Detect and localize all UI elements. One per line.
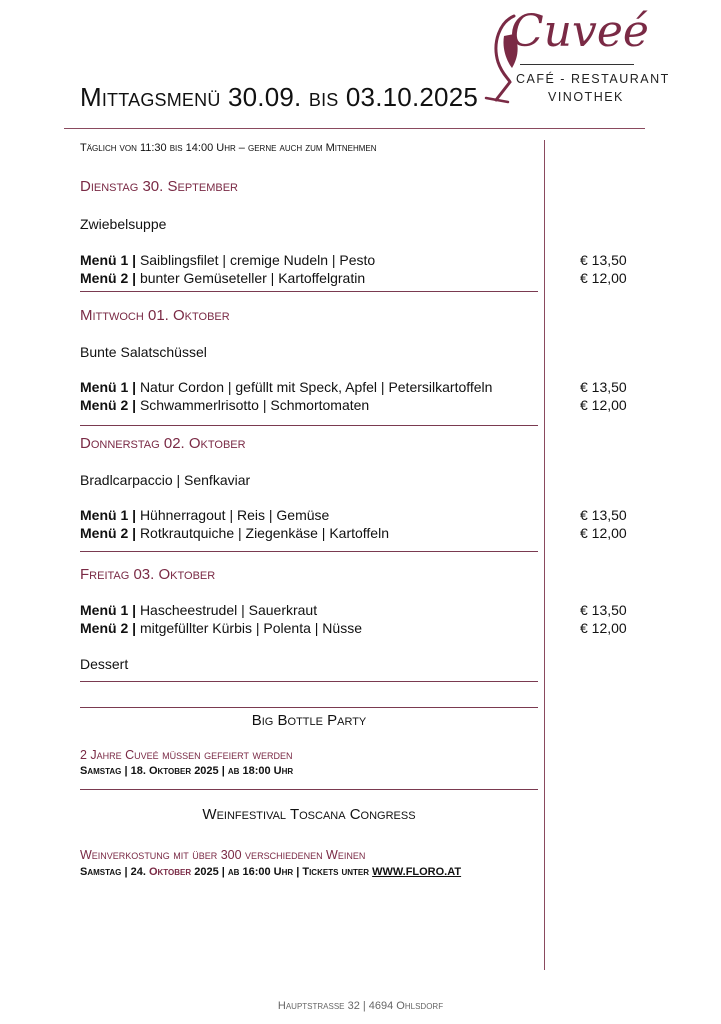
logo-line-1: CAFÉ - RESTAURANT bbox=[516, 72, 670, 86]
separator bbox=[80, 551, 538, 552]
separator bbox=[80, 291, 538, 292]
footer-address: Hauptstraße 32 | 4694 Ohlsdorf bbox=[277, 1000, 444, 1012]
price-1-wednesday: € 13,50 bbox=[580, 379, 627, 395]
day-heading-wednesday: Mittwoch 01. Oktober bbox=[80, 307, 230, 324]
event-details-time: 2025 | ab 16:00 Uhr | Tickets unter bbox=[191, 866, 373, 878]
separator bbox=[80, 707, 538, 708]
event-details-month: Oktober bbox=[148, 866, 192, 878]
menu-1-wednesday bbox=[80, 379, 492, 395]
menu-dish: bunter Gemüseteller | Kartoffelgratin bbox=[139, 270, 366, 286]
menu-label: Menü 2 | bbox=[80, 270, 137, 286]
event-subtitle-weinfestival: Weinverkostung mit über 300 verschiedenen Weinen bbox=[80, 848, 366, 862]
day-heading-friday: Freitag 03. Oktober bbox=[80, 566, 216, 583]
logo-line-2: VINOTHEK bbox=[548, 90, 624, 104]
price-1-tuesday: € 13,50 bbox=[580, 252, 627, 268]
menu-label: Menü 1 | bbox=[80, 507, 137, 523]
header-rule bbox=[64, 128, 645, 129]
price-1-friday: € 13,50 bbox=[580, 602, 627, 618]
menu-2-friday bbox=[80, 620, 362, 636]
menu-dish: Natur Cordon | gefüllt mit Speck, Apfel | Petersilkartoffeln bbox=[139, 379, 493, 395]
price-2-thursday: € 12,00 bbox=[580, 525, 627, 541]
menu-label: Menü 1 | bbox=[80, 379, 137, 395]
menu-2-thursday bbox=[80, 525, 389, 541]
event-details-date: Samstag | 24. bbox=[80, 866, 149, 878]
event-details-big-bottle: Samstag | 18. Oktober 2025 | ab 18:00 Uhr bbox=[80, 765, 294, 777]
price-2-tuesday: € 12,00 bbox=[580, 270, 627, 286]
price-2-wednesday: € 12,00 bbox=[580, 397, 627, 413]
menu-dish: Rotkrautquiche | Ziegenkäse | Kartoffeln bbox=[139, 525, 389, 541]
menu-dish: mitgefüllter Kürbis | Polenta | Nüsse bbox=[139, 620, 362, 636]
price-2-friday: € 12,00 bbox=[580, 620, 627, 636]
separator bbox=[80, 681, 538, 682]
event-subtitle-big-bottle: 2 Jahre Cuveé müssen gefeiert werden bbox=[80, 748, 293, 762]
tickets-link[interactable]: WWW.FLORO.AT bbox=[372, 866, 462, 878]
opening-hours: Täglich von 11:30 bis 14:00 Uhr – gerne auch zum Mitnehmen bbox=[80, 142, 377, 154]
starter-wednesday: Bunte Salatschüssel bbox=[80, 344, 207, 360]
logo bbox=[478, 4, 670, 104]
menu-1-tuesday bbox=[80, 252, 375, 268]
menu-dish: Schwammerlrisotto | Schmortomaten bbox=[139, 397, 370, 413]
day-heading-thursday: Donnerstag 02. Oktober bbox=[80, 435, 246, 452]
menu-dish: Saiblingsfilet | cremige Nudeln | Pesto bbox=[139, 252, 376, 268]
day-heading-tuesday: Dienstag 30. September bbox=[80, 178, 239, 195]
menu-label: Menü 1 | bbox=[80, 252, 137, 268]
vertical-rule bbox=[544, 140, 545, 970]
dessert-friday: Dessert bbox=[80, 656, 129, 672]
page-title: Mittagsmenü 30.09. bis 03.10.2025 bbox=[80, 82, 479, 112]
menu-label: Menü 2 | bbox=[80, 397, 137, 413]
menu-label: Menü 2 | bbox=[80, 525, 137, 541]
menu-2-tuesday bbox=[80, 270, 365, 286]
separator bbox=[80, 789, 538, 790]
event-details-weinfestival bbox=[80, 866, 461, 878]
menu-label: Menü 2 | bbox=[80, 620, 137, 636]
menu-1-thursday bbox=[80, 507, 329, 523]
logo-rule bbox=[520, 64, 634, 65]
event-title-weinfestival: Weinfestival Toscana Congress bbox=[202, 806, 416, 823]
separator bbox=[80, 425, 538, 426]
price-1-thursday: € 13,50 bbox=[580, 507, 627, 523]
starter-thursday: Bradlcarpaccio | Senfkaviar bbox=[80, 472, 251, 488]
menu-2-wednesday bbox=[80, 397, 369, 413]
menu-dish: Hühnerragout | Reis | Gemüse bbox=[139, 507, 330, 523]
menu-1-friday bbox=[80, 602, 317, 618]
event-title-big-bottle: Big Bottle Party bbox=[251, 712, 367, 729]
starter-tuesday: Zwiebelsuppe bbox=[80, 216, 167, 232]
menu-label: Menü 1 | bbox=[80, 602, 137, 618]
menu-dish: Hascheestrudel | Sauerkraut bbox=[139, 602, 318, 618]
logo-script: Cuveé bbox=[510, 6, 649, 57]
